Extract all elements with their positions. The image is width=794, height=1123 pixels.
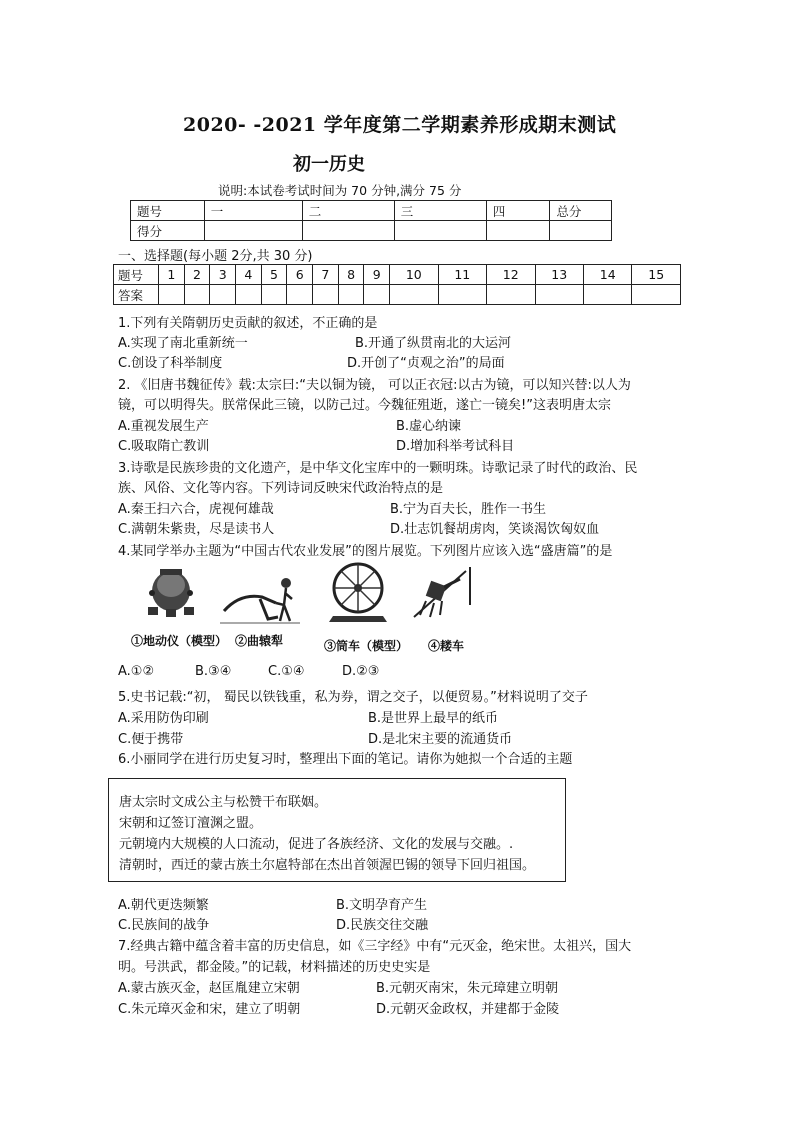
question-1-stem: 1.下列有关隋朝历史贡献的叙述，不正确的是 <box>118 316 378 331</box>
question-number-cell: 15 <box>632 265 681 285</box>
note-line: 元朝境内大规模的人口流动，促进了各族经济、文化的发展与交融。. <box>119 837 514 852</box>
seismograph-image <box>140 563 202 625</box>
question-3-option-b[interactable]: B.宁为百夫长，胜作一书生 <box>390 502 547 517</box>
answer-input-cell[interactable] <box>287 285 313 305</box>
answer-input-cell[interactable] <box>632 285 681 305</box>
question-1-option-b[interactable]: B.开通了纵贯南北的大运河 <box>355 336 512 351</box>
question-4-option-d[interactable]: D.②③ <box>342 664 380 679</box>
image-caption: ③筒车（模型） <box>324 639 409 653</box>
image-caption: ②曲辕犁 <box>235 634 284 648</box>
question-5-option-a[interactable]: A.采用防伪印刷 <box>118 711 209 726</box>
score-input-cell[interactable] <box>204 221 302 241</box>
exam-title: 2020- -2021 学年度第二学期素养形成期末测试 <box>183 114 617 136</box>
question-2-option-a[interactable]: A.重视发展生产 <box>118 419 209 434</box>
question-7-option-d[interactable]: D.元朝灭金政权，并建都于金陵 <box>376 1002 560 1017</box>
score-header-cell: 题号 <box>131 201 205 221</box>
question-3-stem: 3.诗歌是民族珍贵的文化遗产，是中华文化宝库中的一颗明珠。诗歌记录了时代的政治、民 <box>118 461 638 476</box>
exam-note: 说明:本试卷考试时间为 70 分钟,满分 75 分 <box>218 183 462 198</box>
question-number-cell: 7 <box>313 265 339 285</box>
question-1-option-a[interactable]: A.实现了南北重新统一 <box>118 336 248 351</box>
question-number-cell: 13 <box>535 265 583 285</box>
notes-box <box>108 778 566 882</box>
image-caption: ①地动仪（模型） <box>131 634 228 648</box>
question-7-option-a[interactable]: A.蒙古族灭金，赵匡胤建立宋朝 <box>118 981 300 996</box>
answer-input-cell[interactable] <box>236 285 262 305</box>
answer-grid-number-row <box>114 265 681 285</box>
score-input-cell[interactable] <box>550 221 612 241</box>
seed-drill-image <box>408 565 474 625</box>
answer-input-cell[interactable] <box>364 285 390 305</box>
note-line: 宋朝和辽签订澶渊之盟。 <box>119 816 263 831</box>
question-2-option-d[interactable]: D.增加科举考试科目 <box>396 439 515 454</box>
question-6-stem: 6.小丽同学在进行历史复习时，整理出下面的笔记。请你为她拟一个合适的主题 <box>118 752 573 767</box>
score-header-cell: 一 <box>204 201 302 221</box>
question-2-stem: 镜，可以明得失。朕常保此三镜，以防己过。今魏征殂逝，遂亡一镜矣!”这表明唐太宗 <box>118 398 611 413</box>
question-4-option-c[interactable]: C.①④ <box>268 664 305 679</box>
score-input-cell[interactable] <box>394 221 486 241</box>
question-5-stem: 5.史书记载:“初， 蜀民以铁钱重，私为券，谓之交子，以便贸易。”材料说明了交子 <box>118 690 588 705</box>
question-6-option-a[interactable]: A.朝代更迭频繁 <box>118 898 209 913</box>
score-header-cell: 总分 <box>550 201 612 221</box>
note-line: 唐太宗时文成公主与松赞干布联姻。 <box>119 795 328 810</box>
question-7-option-b[interactable]: B.元朝灭南宋，朱元璋建立明朝 <box>376 981 559 996</box>
question-3-option-a[interactable]: A.秦王扫六合，虎视何雄哉 <box>118 502 274 517</box>
question-2-option-b[interactable]: B.虚心纳谏 <box>396 419 462 434</box>
question-number-cell: 10 <box>390 265 438 285</box>
waterwheel-image <box>327 560 389 626</box>
question-number-cell: 11 <box>438 265 486 285</box>
score-header-cell: 二 <box>302 201 394 221</box>
question-number-cell: 14 <box>583 265 631 285</box>
question-3-option-c[interactable]: C.满朝朱紫贵，尽是读书人 <box>118 522 275 537</box>
answer-input-cell[interactable] <box>583 285 631 305</box>
answer-input-cell[interactable] <box>159 285 185 305</box>
score-row-label: 得分 <box>131 221 205 241</box>
note-line: 清朝时，西迁的蒙古族土尔扈特部在杰出首领渥巴锡的领导下回归祖国。 <box>119 858 536 873</box>
question-number-cell: 9 <box>364 265 390 285</box>
answer-input-cell[interactable] <box>313 285 339 305</box>
question-7-stem: 7.经典古籍中蕴含着丰富的历史信息，如《三字经》中有“元灭金，绝宋世。太祖兴，国大 <box>118 939 632 954</box>
question-7-option-c[interactable]: C.朱元璋灭金和宋，建立了明朝 <box>118 1002 301 1017</box>
answer-input-cell[interactable] <box>261 285 287 305</box>
question-3-stem: 族、风俗、文化等内容。下列诗词反映宋代政治特点的是 <box>118 481 444 496</box>
score-table <box>130 200 612 241</box>
exam-subtitle: 初一历史 <box>293 154 365 175</box>
score-input-cell[interactable] <box>486 221 550 241</box>
question-2-stem: 2. 《旧唐书魏征传》载:太宗曰:“夫以铜为镜， 可以正衣冠:以古为镜，可以知兴替:以人为 <box>118 378 631 393</box>
question-7-stem: 明。号洪武，都金陵。”的记载，材料描述的历史史实是 <box>118 960 431 975</box>
question-1-option-c[interactable]: C.创设了科举制度 <box>118 356 223 371</box>
answer-input-cell[interactable] <box>210 285 236 305</box>
score-table-row <box>131 221 612 241</box>
score-header-cell: 四 <box>486 201 550 221</box>
score-table-header-row <box>131 201 612 221</box>
question-3-option-d[interactable]: D.壮志饥餐胡虏肉，笑谈渴饮匈奴血 <box>390 522 600 537</box>
question-number-cell: 12 <box>487 265 535 285</box>
question-6-option-b[interactable]: B.文明孕育产生 <box>336 898 428 913</box>
question-number-cell: 8 <box>338 265 364 285</box>
answer-input-cell[interactable] <box>535 285 583 305</box>
curved-plough-image <box>220 573 300 628</box>
question-4-option-b[interactable]: B.③④ <box>195 664 232 679</box>
question-number-cell: 5 <box>261 265 287 285</box>
answer-grid-label: 答案 <box>114 285 159 305</box>
question-number-cell: 1 <box>159 265 185 285</box>
answer-input-cell[interactable] <box>184 285 210 305</box>
question-5-option-c[interactable]: C.便于携带 <box>118 732 184 747</box>
question-5-option-b[interactable]: B.是世界上最早的纸币 <box>368 711 499 726</box>
question-4-stem: 4.某同学举办主题为“中国古代农业发展”的图片展览。下列图片应该入选“盛唐篇”的是 <box>118 544 613 559</box>
section-title: 一、选择题(每小题 2分,共 30 分) <box>118 249 313 264</box>
question-number-cell: 3 <box>210 265 236 285</box>
answer-input-cell[interactable] <box>438 285 486 305</box>
question-5-option-d[interactable]: D.是北宋主要的流通货币 <box>368 732 513 747</box>
question-number-cell: 4 <box>236 265 262 285</box>
question-6-option-d[interactable]: D.民族交往交融 <box>336 918 429 933</box>
question-2-option-c[interactable]: C.吸取隋亡教训 <box>118 439 210 454</box>
question-1-option-d[interactable]: D.开创了“贞观之治”的局面 <box>347 356 505 371</box>
answer-grid <box>113 264 681 305</box>
question-6-option-c[interactable]: C.民族间的战争 <box>118 918 210 933</box>
question-number-cell: 6 <box>287 265 313 285</box>
answer-input-cell[interactable] <box>390 285 438 305</box>
score-input-cell[interactable] <box>302 221 394 241</box>
answer-grid-label: 题号 <box>114 265 159 285</box>
image-caption: ④耧车 <box>428 639 465 653</box>
question-number-cell: 2 <box>184 265 210 285</box>
answer-grid-answer-row <box>114 285 681 305</box>
question-4-option-a[interactable]: A.①② <box>118 664 155 679</box>
answer-input-cell[interactable] <box>338 285 364 305</box>
score-header-cell: 三 <box>394 201 486 221</box>
answer-input-cell[interactable] <box>487 285 535 305</box>
